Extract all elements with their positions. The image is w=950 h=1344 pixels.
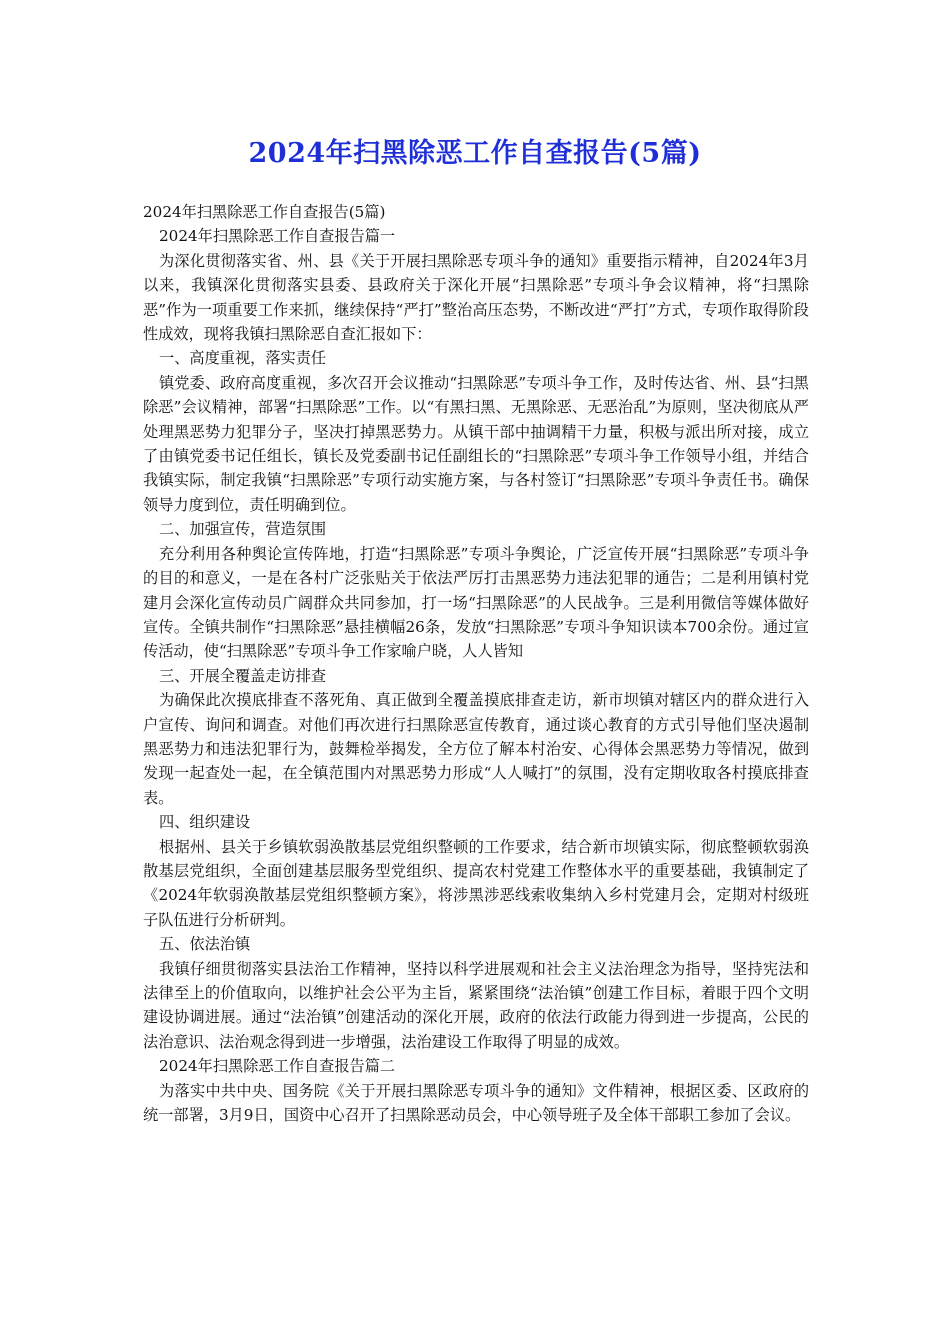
paragraph-subheading: 二、加强宣传，营造氛围 xyxy=(159,520,327,539)
document-title: 2024年扫黑除恶工作自查报告(5篇) xyxy=(248,138,702,169)
paragraph-section-heading: 2024年扫黑除恶工作自查报告篇一 xyxy=(159,227,396,246)
paragraph-subheading: 三、开展全覆盖走访排查 xyxy=(159,666,327,685)
paragraph: 为确保此次摸底排查不落死角、真正做到全覆盖摸底排查走访，新市坝镇对辖区内的群众进行入户宣传、询问和调查。对他们再次进行扫黑除恶宣传教育，通过谈心教育的方式引导他们坚决遏制黑恶势力和违法犯罪行为，鼓舞检举揭发，全方位了解本村治安、心得体会黑恶势力等情况，做到发现一起查处一起，在全镇范围内对黑恶势力形成“人人喊打”的氛围，没有定期收取各村摸底排查表。 xyxy=(143,691,809,807)
paragraph: 充分利用各种舆论宣传阵地，打造“扫黑除恶”专项斗争舆论，广泛宣传开展“扫黑除恶”专项斗争的目的和意义，一是在各村广泛张贴关于依法严厉打击黑恶势力违法犯罪的通告；二是利用镇村党建月会深化宣传动员广阔群众共同参加，打一场“扫黑除恶”的人民战争。三是利用微信等媒体做好宣传。全镇共制作“扫黑除恶”悬挂横幅26条，发放“扫黑除恶”专项斗争知识读本700余份。通过宣传活动，使“扫黑除恶”专项斗争工作家喻户晓，人人皆知 xyxy=(143,544,809,661)
paragraph: 为深化贯彻落实省、州、县《关于开展扫黑除恶专项斗争的通知》重要指示精神，自2024年3月以来，我镇深化贯彻落实县委、县政府关于深化开展“扫黑除恶”专项斗争会议精神，将“扫黑除恶”作为一项重要工作来抓，继续保持“严打”整治高压态势，不断改进“严打”方式，专项作取得阶段性成效，现将我镇扫黑除恶自查汇报如下： xyxy=(143,251,809,344)
paragraph-subheading: 四、组织建设 xyxy=(159,813,251,832)
paragraph-doc-heading: 2024年扫黑除恶工作自查报告(5篇) xyxy=(143,203,386,221)
document-body xyxy=(143,200,809,1127)
paragraph: 镇党委、政府高度重视，多次召开会议推动“扫黑除恶”专项斗争工作，及时传达省、州、县“扫黑除恶”会议精神，部署“扫黑除恶”工作。以“有黑扫黑、无黑除恶、无恶治乱”为原则，坚决彻底从严处理黑恶势力犯罪分子，坚决打掉黑恶势力。从镇干部中抽调精干力量，积极与派出所对接，成立了由镇党委书记任组长，镇长及党委副书记任副组长的“扫黑除恶”专项斗争工作领导小组，并结合我镇实际，制定我镇“扫黑除恶”专项行动实施方案，与各村签订“扫黑除恶”专项斗争责任书。确保领导力度到位，责任明确到位。 xyxy=(143,373,809,514)
paragraph: 为落实中共中央、国务院《关于开展扫黑除恶专项斗争的通知》文件精神，根据区委、区政府的统一部署，3月9日，国资中心召开了扫黑除恶动员会，中心领导班子及全体干部职工参加了会议。 xyxy=(143,1081,809,1125)
paragraph: 我镇仔细贯彻落实县法治工作精神，坚持以科学进展观和社会主义法治理念为指导，坚持宪法和法律至上的价值取向，以维护社会公平为主旨，紧紧围绕“法治镇”创建工作目标，着眼于四个文明建设协调进展。通过“法治镇”创建活动的深化开展，政府的依法行政能力得到进一步提高，公民的法治意识、法治观念得到进一步增强，法治建设工作取得了明显的成效。 xyxy=(143,959,809,1051)
paragraph-section-heading: 2024年扫黑除恶工作自查报告篇二 xyxy=(159,1057,396,1076)
paragraph: 根据州、县关于乡镇软弱涣散基层党组织整顿的工作要求，结合新市坝镇实际，彻底整顿软弱涣散基层党组织，全面创建基层服务型党组织、提高农村党建工作整体水平的重要基础，我镇制定了《2024年软弱涣散基层党组织整顿方案》，将涉黑涉恶线索收集纳入乡村党建月会，定期对村级班子队伍进行分析研判。 xyxy=(143,837,809,929)
paragraph-subheading: 一、高度重视，落实责任 xyxy=(159,349,327,368)
paragraph-subheading: 五、依法治镇 xyxy=(159,935,251,954)
